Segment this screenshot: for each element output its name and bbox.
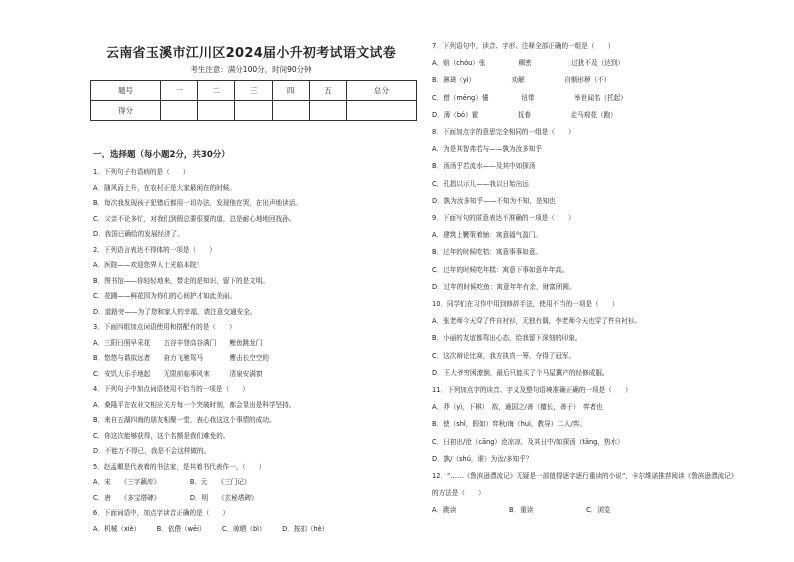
- question-line: A．莽（yì，下棋） 敌，通国之/善（擅长，善于） 弈者也: [432, 403, 603, 412]
- question-line: D．孰/（shú，谁）为汝/多知乎？: [432, 454, 533, 463]
- score-table-score-row: [91, 101, 417, 121]
- question-line: 1．下列句子有语病的是（ ）: [93, 168, 190, 176]
- question-line: A．随风而上升，在农村正是大家最闲在的时候。: [93, 183, 236, 192]
- exam-title: 云南省玉溪市江川区2024届小升初考试语文试卷: [105, 46, 397, 61]
- question-line: A．机械（xiè） B．依偎（wēi） C．晾晒（bì） D．按扣（hè）: [93, 524, 329, 533]
- score-header-cell: 二: [198, 81, 235, 101]
- question-line: C．父亲不论多忙，对我们到假总要很要的道，总是耐心地地回找孙。: [93, 214, 296, 223]
- question-line: D．道路旁——为了您和家人的幸福，请注意交通安全。: [93, 307, 257, 316]
- question-line: C．花圃——鲜花园为你们的心间护才如此美丽。: [93, 292, 237, 300]
- question-line: A．赔（chóu）张 稠密 过犹不及（达到）: [432, 59, 624, 68]
- score-header-cell: 总分: [346, 81, 416, 101]
- question-line: C．日初出/沧（cāng）沧凉凉，及其日中/如探汤（tāng，热水）: [432, 437, 624, 446]
- question-line: D．王大爷穷困潦倒，最后只能买了个马屋冀产的经修成服。: [432, 368, 609, 377]
- question-line: B．淋琦（yì） 劝解 自惭形秽（不）: [432, 76, 611, 85]
- question-line: B．来自五湖四海的朋友相聚一堂，表心我这这个事情的成功。: [93, 416, 276, 424]
- question-line: 的方法是（ ）: [432, 489, 485, 498]
- question-line: D．孰为汝多知乎——不知为不知，是知也: [432, 196, 556, 205]
- question-line: 5．赵孟頫是代表着的书法家，是其着书代表作一。（ ）: [93, 462, 266, 471]
- question-line: C．孔指以示儿——我以日始出远: [432, 179, 529, 188]
- question-line: C．安饥大乐手地起 无限前临事风来 清泉安满窗: [93, 369, 263, 378]
- question-line: A．张老师今天穿了件自衬衫，无独有偶，李老师今天也穿了件自衬衫。: [432, 317, 641, 326]
- score-header-cell: 三: [235, 81, 272, 101]
- question-line: A．建筑上鞭策着铺：寓意福气盈门。: [432, 231, 543, 240]
- section-heading: 一、选择题（每小题2分，共30分）: [93, 150, 230, 160]
- question-line: B．过年的时候吃桔：寓意事事如意。: [432, 248, 543, 257]
- question-line: C．这次辩论比赛，我方执真一筹，夺得了冠军。: [432, 351, 576, 360]
- question-line: 6．下面词语中，加点字读音正确的是（ ）: [93, 509, 230, 517]
- question-line: D．我国已确给的发展经济了。: [93, 230, 184, 238]
- score-input-cell[interactable]: [346, 101, 416, 121]
- question-line: D．薄（bó）霍 抚眷 走马观花（跑）: [432, 110, 617, 119]
- question-line: B．汤汤乎若流水——及其中如探汤: [432, 162, 536, 171]
- question-line: B．悠悠与谐拟远者 奋力飞驰驾马 鹰击长空空的: [93, 354, 269, 362]
- question-line: 12．“……《鲁滨逊漂流记》无疑是一部值得逐字逐行重读的小说”，卡尔维诺推荐阅读《鲁滨逊漂流记》: [432, 472, 738, 480]
- question-line: C．唐 《多宝塔碑》 D．明 《玄秘塔碑》: [93, 493, 258, 502]
- question-line: B．每次我发现孩子犯错后都用一切办法，发现他在哭，在出声地读话。: [93, 199, 302, 207]
- question-line: B．图书馆——你轻轻地来，带走的是知识，留下的是文明。: [93, 276, 269, 285]
- score-row-label: 得分: [91, 101, 161, 121]
- question-line: 3．下面四组加点词语使用和搭配有的是（ ）: [93, 323, 236, 331]
- question-line: A．三阳日照早采花 五谷丰登高谷满门 鲤鱼跳龙门: [93, 338, 263, 347]
- question-line: D．不能万不得已，我是不会这样做的。: [93, 447, 211, 455]
- score-input-cell[interactable]: [309, 101, 346, 121]
- question-line: 4．下列句子中加点词语使用不恰当的一项是（ ）: [93, 385, 249, 393]
- question-line: C．你这次能够获得，这个名额是我们难免的。: [93, 431, 230, 440]
- question-line: 11．下列加点字的读音、字义及整句语境准确正确的一项是（ ）: [432, 386, 632, 394]
- question-line: 9．下面写句的匿意表达不准确的一项是（ ）: [432, 214, 575, 222]
- score-table: [90, 80, 417, 121]
- question-line: A．医院——欢迎您界人士光临本院！: [93, 261, 204, 269]
- score-input-cell[interactable]: [161, 101, 198, 121]
- question-line: C．过年的时候吃年糕：寓意下事如意年年高。: [432, 265, 569, 274]
- question-line: A．宋 《三字藕库》 B．元 《三门记》: [93, 478, 251, 486]
- score-header-cell: 一: [161, 81, 198, 101]
- score-header-cell: 四: [272, 81, 309, 101]
- score-header-cell: 五: [309, 81, 346, 101]
- question-line: 2．下列语言表达不得体的一项是（ ）: [93, 245, 216, 254]
- score-input-cell[interactable]: [198, 101, 235, 121]
- question-line: B．小丽的友谊都驾出心态，给我留下深刻的印象。: [432, 334, 582, 343]
- question-line: 7．下列语句中，读音、字形、注释全部正确的一组是（ ）: [432, 42, 615, 50]
- question-line: A．为是其智弗若与——孰为汝多知乎: [432, 145, 543, 154]
- score-input-cell[interactable]: [235, 101, 272, 121]
- question-line: A．跳读 B．重读 C．浏览: [432, 506, 611, 515]
- question-line: 8．下面加点字的意思完全相同的一组是（ ）: [432, 128, 575, 136]
- question-line: 10．同学们在习作中用到修辞手法，使用不当的一项是（ ）: [432, 300, 619, 308]
- question-line: A．桑隆平在农业文相应关方每一个突破时刻，都会显出是科学坚持。: [93, 400, 296, 409]
- score-table-header-row: [91, 81, 417, 101]
- exam-notice: 考生注意：满分100分，时间90分钟: [190, 65, 312, 74]
- question-line: D．过年的时候吃鱼：寓意年年有余，财富团圆。: [432, 282, 576, 291]
- question-line: C．僧（mēng）懂 纽带 举世闻名（托起）: [432, 93, 627, 102]
- score-header-cell: 题号: [91, 81, 161, 101]
- score-input-cell[interactable]: [272, 101, 309, 121]
- question-line: B．使（shǐ，假如）弈秋/诲（huì，教导）二人/弈。: [432, 420, 586, 429]
